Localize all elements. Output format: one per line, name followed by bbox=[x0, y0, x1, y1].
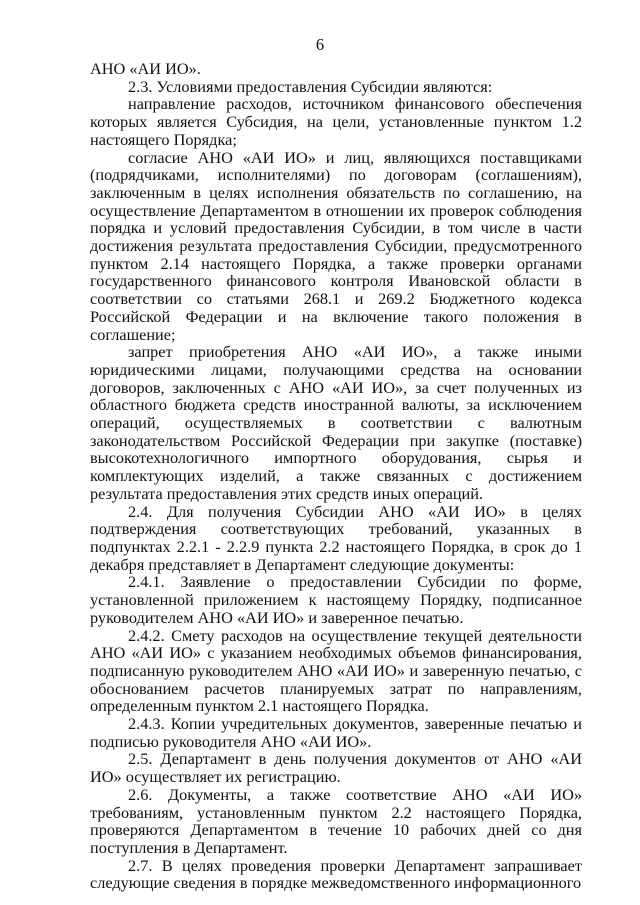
page-number: 6 bbox=[315, 35, 325, 54]
paragraph-2-5: 2.5. Департамент в день получения документов от АНО «АИ ИО» осуществляет их регистрацию. bbox=[90, 749, 582, 787]
paragraph-continuation: АНО «АИ ИО». bbox=[90, 59, 201, 78]
paragraph-condition-consent: согласие АНО «АИ ИО» и лиц, являющихся поставщиками (подрядчиками, исполнителями) по договорам (соглашениям), заключенным в целях исполнения обязательств по соглашению, на осуществление Департаментом в отношении их проверок соблюдения порядка и условий предоставления Субсидии, в том числе в части достижения результата предоставления Субсидии, предусмотренного пунктом 2.14 настоящего Порядка, а также проверки органами государственного финансового контроля Ивановской области в соответствии со статьями 268.1 и 269.2 Бюджетного кодекса Российской Федерации и на включение такого положения в соглашение; bbox=[90, 147, 582, 344]
paragraph-2-4-1: 2.4.1. Заявление о предоставлении Субсидии по форме, установленной приложением к настоящему Порядку, подписанное руководителем АНО «АИ ИО» и заверенное печатью. bbox=[90, 572, 582, 627]
document-body bbox=[90, 60, 582, 892]
paragraph-condition-prohibition: запрет приобретения АНО «АИ ИО», а также иными юридическими лицами, получающими средства на основании договоров, заключенных с АНО «АИ ИО», за счет полученных из областного бюджета средств иностранной валюты, за исключением операций, осуществляемых в соответствии с валютным законодательством Российской Федерации при закупке (поставке) высокотехнологичного импортного оборудования, сырья и комплектующих изделий, а также связанных с достижением результата предоставления этих средств иных операций. bbox=[90, 342, 582, 503]
paragraph-2-6: 2.6. Документы, а также соответствие АНО «АИ ИО» требованиям, установленным пунктом 2.2 настоящего Порядка, проверяются Департаментом в течение 10 рабочих дней со дня поступления в Департамент. bbox=[90, 784, 582, 857]
paragraph-condition-direction: направление расходов, источником финансового обеспечения которых является Субсидия, на цели, установленные пунктом 1.2 настоящего Порядка; bbox=[90, 94, 582, 149]
paragraph-2-4-2: 2.4.2. Смету расходов на осуществление текущей деятельности АНО «АИ ИО» с указанием необходимых объемов финансирования, подписанную руководителем АНО «АИ ИО» и заверенную печатью, с обоснованием расчетов планируемых затрат по направлениям, определенным пунктом 2.1 настоящего Порядка. bbox=[90, 625, 582, 716]
paragraph-2-7: 2.7. В целях проведения проверки Департамент запрашивает следующие сведения в порядке межведомственного информационного bbox=[90, 855, 582, 893]
paragraph-2-4-3: 2.4.3. Копии учредительных документов, заверенные печатью и подписью руководителя АНО «АИ ИО». bbox=[90, 714, 582, 751]
paragraph-2-3: 2.3. Условиями предоставления Субсидии являются: bbox=[128, 76, 493, 96]
paragraph-2-4: 2.4. Для получения Субсидии АНО «АИ ИО» в целях подтверждения соответствующих требований, указанных в подпунктах 2.2.1 - 2.2.9 пункта 2.2 настоящего Порядка, в срок до 1 декабря представляет в Департамент следующие документы: bbox=[90, 501, 582, 574]
